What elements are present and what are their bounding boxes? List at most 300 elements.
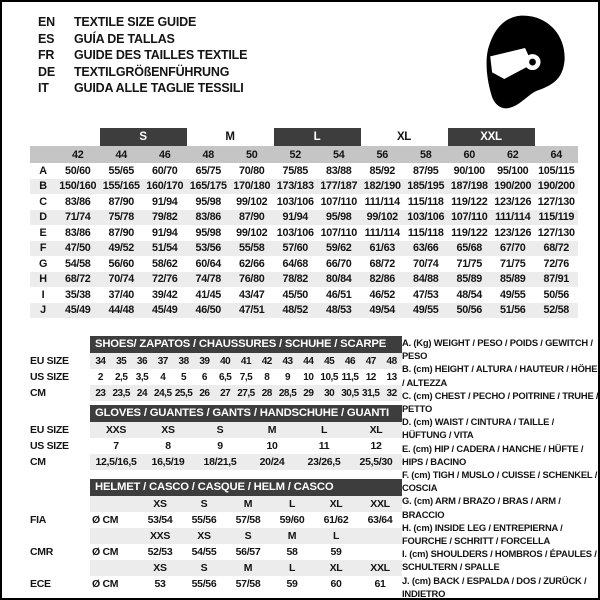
shoes-cell: 4 [160,371,166,383]
measurement-cell: 43/47 [238,288,265,301]
size-group-label [535,128,579,146]
shoes-cell: 48 [381,353,402,369]
helmet-values-row [30,512,402,528]
racing-helmet-icon [478,12,572,114]
shoes-cell: 6,5 [218,371,232,383]
gloves-cell: 11 [318,440,330,452]
measurement-cell: 50/60 [64,164,91,177]
gloves-table [30,422,402,470]
measurement-cell: 119/122 [451,195,488,208]
helmet-value-cell: 53 [154,578,166,590]
shoes-cell: 24,5 [152,385,173,401]
measurement-cell: 54/58 [64,257,91,270]
gloves-cell: L [298,422,350,438]
helmet-sizes-row [30,560,402,576]
shoes-cell: 2 [97,371,103,383]
measurement-cell: 115/118 [407,226,444,239]
helmet-value-cell: 59/60 [279,514,305,526]
shoes-cell: 30 [319,385,340,401]
shoes-section [30,336,402,401]
helmet-size-label: M [226,496,270,512]
gloves-cell: S [194,422,246,438]
measurement-cell: 70/80 [238,164,265,177]
measurement-cell: 91/94 [151,226,178,239]
shoes-cell: 8 [264,371,270,383]
standard-label: CMR [30,546,54,558]
helmet-size-label: XL [314,496,358,512]
shoes-cell: 28 [256,385,277,401]
shoes-cell: 23,5 [111,385,132,401]
row-label: CM [30,387,46,399]
gloves-cell: 25,5/30 [350,454,402,470]
measurement-cell: 70/74 [412,257,439,270]
unit-label: Ø CM [92,546,119,558]
size-group-label: M [187,128,274,146]
measurement-cell: 170/180 [233,180,271,193]
measurement-cell: 95/100 [497,164,529,177]
measurement-cell: 55/58 [238,242,265,255]
row-letter: F [39,242,47,255]
shoes-cell: 39 [194,353,215,369]
helmet-value-cell: 63/64 [367,514,393,526]
shoes-cell: 40 [215,353,236,369]
row-letter: A [39,164,47,177]
row-label: EU SIZE [30,355,69,367]
shoes-cell: 46 [340,353,361,369]
helmet-value-cell: 55/56 [191,514,217,526]
helmet-values-row [30,544,402,560]
helmet-value-cell: 54/55 [191,546,217,558]
measurement-cell: 190/200 [537,180,575,193]
shoes-cell: 10,5 [320,371,338,383]
shoes-row [30,369,402,385]
measurement-cell: 119/122 [451,226,488,239]
row-letter: H [39,273,47,286]
legend-item: A. (Kg) WEIGHT / PESO / POIDS / GEWITCH / PESO [402,337,593,362]
size-group-row [30,128,578,146]
gloves-row [30,454,402,470]
measurement-cell: 99/102 [236,226,268,239]
measurement-cell: 80/84 [325,273,352,286]
helmet-sizes-row [30,528,402,544]
measurement-cell: 76/80 [238,273,265,286]
gloves-cell: 18/21,5 [194,454,246,470]
measurement-cell: 60/64 [195,257,222,270]
size-group-label [30,128,100,146]
measurement-cell: 160/170 [146,180,184,193]
gloves-cell: 8 [165,440,171,452]
measurement-row [30,287,578,303]
language-code: DE [38,64,55,79]
helmet-size-label: L [270,496,314,512]
size-number: 42 [56,146,100,163]
helmet-size-label: S [182,496,226,512]
language-code: ES [38,31,55,46]
shoes-cell: 12 [365,371,376,383]
measurement-cell: 87/95 [412,164,439,177]
shoes-cell: 43 [277,353,298,369]
language-row [38,64,247,81]
main-size-table [30,128,578,318]
measurement-cell: 79/82 [151,211,178,224]
language-title: GUIDE DES TAILLES TEXTILE [74,48,248,62]
helmet-size-label: XXS [138,528,182,544]
measurement-cell: 51/54 [151,242,178,255]
shoes-cell: 45 [319,353,340,369]
measurement-cell: 105/115 [538,164,575,177]
legend-item: B. (cm) HEIGHT / ALTURA / HAUTEUR / HÖHE / ALTEZZA [402,363,598,388]
measurement-cell: 173/183 [276,180,314,193]
row-label: EU SIZE [30,424,69,436]
language-title: TEXTILE SIZE GUIDE [74,15,197,29]
helmet-size-label: XXL [358,560,402,576]
measurement-cell: 68/72 [369,257,396,270]
helmet-sizes-row [30,496,402,512]
measurement-cell: 49/52 [108,242,135,255]
measurement-cell: 85/89 [456,273,483,286]
row-label: US SIZE [30,371,69,383]
measurement-cell: 95/98 [195,195,222,208]
gloves-section [30,405,402,470]
shoes-cell: 11,5 [341,371,359,383]
measurement-cell: 185/195 [407,180,445,193]
shoes-cell: 36 [132,353,153,369]
measurement-cell: 64/68 [282,257,309,270]
helmet-value-cell: 52/53 [147,546,173,558]
row-letter: J [40,304,46,317]
legend-item: D. (cm) WAIST / CINTURA / TAILLE / HÜFTUNG / VITA [402,416,555,441]
language-title: GUÍA DE TALLAS [74,31,175,46]
measurement-cell: 68/72 [64,273,91,286]
helmet-section [30,479,402,592]
helmet-table [30,496,402,592]
measurement-cell: 123/126 [494,195,532,208]
helmet-value-cell: 56/57 [235,546,261,558]
measurement-row [30,163,578,179]
measurement-cell: 41/45 [195,288,222,301]
measurement-row [30,272,578,288]
measurement-cell: 165/175 [189,180,227,193]
measurement-cell: 107/110 [320,226,357,239]
gloves-cell: 23/26,5 [298,454,350,470]
unit-cell [90,560,138,576]
helmet-size-label: M [270,528,314,544]
size-number: 46 [143,146,187,163]
shoes-cell: 23 [90,385,111,401]
shoes-cell: 42 [256,353,277,369]
measurement-row [30,256,578,272]
measurement-cell: 47/53 [412,288,439,301]
helmet-value-cell: 53/54 [147,514,173,526]
language-title: GUIDA ALLE TAGLIE TESSILI [74,81,244,95]
shoes-cell: 24 [132,385,153,401]
measurement-cell: 115/118 [407,195,444,208]
measurement-cell: 83/86 [64,195,91,208]
measurement-cell: 111/114 [495,211,531,224]
size-number: 44 [100,146,144,163]
measurement-cell: 65/68 [456,242,483,255]
shoes-cell: 30,5 [340,385,361,401]
measurement-row [30,303,578,319]
measurement-cell: 46/50 [195,304,222,317]
measurement-cell: 87/91 [543,273,570,286]
gloves-cell: 10 [266,440,278,452]
measurement-cell: 83/86 [195,211,222,224]
row-label [30,528,90,544]
shoes-section-header: SHOES/ ZAPATOS / CHAUSSURES / SCHUHE / SCARPE [90,336,402,353]
helmet-section-header: HELMET / CASCO / CASQUE / HELM / CASCO [90,479,402,496]
shoes-cell: 37 [152,353,173,369]
measurement-cell: 68/72 [543,242,570,255]
measurement-cell: 74/78 [195,273,222,286]
size-number-row [30,146,578,163]
shoes-cell: 31,5 [360,385,381,401]
helmet-size-label: S [226,528,270,544]
measurement-cell: 51/56 [499,304,526,317]
shoes-cell: 34 [90,353,111,369]
gloves-section-header: GLOVES / GUANTES / GANTS / HANDSCHUHE / GUANTI [90,405,402,422]
measurement-cell: 123/126 [494,226,532,239]
shoes-cell: 6 [201,371,207,383]
measurement-cell: 72/76 [543,257,570,270]
size-number: 50 [230,146,274,163]
shoes-cell: 25,5 [173,385,194,401]
measurement-cell: 177/187 [320,180,358,193]
legend-item: F. (cm) TIGH / MUSLO / CUISSE / SCHENKEL / COSCIA [402,469,598,494]
measurement-cell: 66/70 [325,257,352,270]
measurement-cell: 84/88 [412,273,439,286]
measurement-cell: 48/52 [282,304,309,317]
shoes-cell: 13 [386,371,397,383]
helmet-size-label: XL [314,560,358,576]
measurement-cell: 103/106 [276,226,314,239]
language-code: IT [38,81,49,95]
size-group-label: XL [361,128,448,146]
helmet-size-label: XS [138,496,182,512]
shoes-cell: 27 [215,385,236,401]
language-row [38,47,247,64]
gloves-cell: 20/24 [246,454,298,470]
row-letter: E [39,226,47,239]
shoes-row [30,353,402,369]
helmet-value-cell: 57/58 [235,514,261,526]
helmet-size-label: M [226,560,270,576]
shoes-cell: 2,5 [114,371,128,383]
shoes-cell: 27,5 [236,385,257,401]
shoes-cell: 28,5 [277,385,298,401]
measurement-cell: 46/52 [369,288,396,301]
size-number: 52 [274,146,318,163]
gloves-cell: 7 [113,440,119,452]
measurement-cell: 107/110 [451,211,488,224]
language-code: EN [38,15,55,29]
measurement-cell: 83/88 [325,164,352,177]
measurement-cell: 49/55 [412,304,439,317]
measurement-cell: 99/102 [366,211,398,224]
shoes-cell: 9 [285,371,291,383]
measurement-cell: 91/94 [282,211,309,224]
shoes-cell: 26 [194,385,215,401]
row-letter: C [39,195,47,208]
unit-cell [90,496,138,512]
shoes-cell: 32 [381,385,402,401]
measurement-cell: 45/49 [151,304,178,317]
size-number: 56 [361,146,405,163]
gloves-cell: XS [142,422,194,438]
measurement-cell: 75/85 [282,164,309,177]
measurement-cell: 52/58 [543,304,570,317]
gloves-row [30,422,402,438]
bottom-sections [30,336,402,592]
measurement-cell: 103/106 [407,211,445,224]
measurement-cell: 127/130 [537,226,575,239]
measurement-cell: 44/48 [108,304,135,317]
language-row [38,14,247,31]
measurement-cell: 85/89 [499,273,526,286]
measurement-cell: 99/102 [236,195,268,208]
measurement-cell: 46/51 [325,288,352,301]
measurement-cell: 150/160 [59,180,97,193]
measurement-legend [402,336,600,600]
helmet-size-label: L [314,528,358,544]
measurement-cell: 49/55 [499,288,526,301]
measurement-cell: 71/75 [456,257,483,270]
measurement-cell: 56/60 [108,257,135,270]
measurement-cell: 45/50 [282,288,309,301]
measurement-cell: 61/63 [369,242,396,255]
size-number: 62 [491,146,535,163]
row-letter: D [39,211,47,224]
unit-cell [90,528,138,544]
measurement-cell: 155/165 [102,180,140,193]
shoes-cell: 41 [236,353,257,369]
measurement-cell: 37/40 [108,288,135,301]
helmet-size-label: S [182,560,226,576]
language-code: FR [38,48,55,62]
language-list [38,14,247,97]
gloves-cell: 12,5/16,5 [90,454,142,470]
measurement-cell: 95/98 [195,226,222,239]
helmet-value-cell [358,544,402,560]
measurement-cell: 47/51 [238,304,265,317]
measurement-cell: 111/114 [364,226,400,239]
size-number: 54 [317,146,361,163]
measurement-cell: 59/62 [325,242,352,255]
measurement-cell: 57/60 [282,242,309,255]
gloves-cell: M [246,422,298,438]
helmet-size-label: XS [182,528,226,544]
size-number: 60 [448,146,492,163]
measurement-cell: 91/94 [151,195,178,208]
row-label: US SIZE [30,440,69,452]
shoes-row [30,385,402,401]
shoes-cell: 38 [173,353,194,369]
gloves-row [30,438,402,454]
shoes-cell: 47 [360,353,381,369]
gloves-cell: 9 [217,440,223,452]
gloves-cell: 16,5/19 [142,454,194,470]
measurement-row [30,194,578,210]
language-title: TEXTILGRÖßENFÜHRUNG [74,64,230,79]
measurement-cell: 103/106 [276,195,314,208]
measurement-cell: 67/70 [499,242,526,255]
shoes-cell: 29 [298,385,319,401]
helmet-size-label: XXL [358,496,402,512]
measurement-cell: 115/119 [538,211,575,224]
measurement-cell: 75/78 [108,211,135,224]
measurement-cell: 87/90 [238,211,265,224]
size-group-label: XXL [448,128,535,146]
shoes-cell: 10 [303,371,314,383]
language-row [38,80,247,97]
measurement-cell: 190/200 [494,180,532,193]
row-letter: B [39,180,47,193]
shoes-cell: 44 [298,353,319,369]
measurement-cell: 72/76 [151,273,178,286]
measurement-cell: 78/82 [282,273,309,286]
shoes-cell: 5 [181,371,187,383]
helmet-value-cell: 55/56 [191,578,217,590]
measurement-cell: 87/90 [108,195,135,208]
measurement-cell: 83/86 [64,226,91,239]
measurement-cell: 82/86 [369,273,396,286]
legend-item: G. (cm) ARM / BRAZO / BRAS / ARM / BRACCIO [402,495,561,520]
measurement-cell: 50/56 [543,288,570,301]
row-label: CM [30,456,46,468]
helmet-value-cell: 61/62 [323,514,349,526]
unit-label: Ø CM [92,578,119,590]
measurement-cell: 50/56 [456,304,483,317]
language-row [38,31,247,48]
row-label [30,560,90,576]
legend-item: I. (cm) SHOULDERS / HOMBROS / ÉPAULES / SCHULTERN / SPALLE [402,548,597,573]
measurement-cell: 55/65 [108,164,135,177]
helmet-value-cell: 59 [286,578,298,590]
measurement-row [30,241,578,257]
size-group-label: L [274,128,361,146]
row-label [30,496,90,512]
measurement-cell: 85/92 [369,164,396,177]
measurement-cell: 111/114 [364,195,400,208]
gloves-cell: XL [350,422,402,438]
measurement-row [30,210,578,226]
helmet-value-cell: 57/58 [235,578,261,590]
measurement-cell: 53/56 [195,242,222,255]
measurement-cell: 187/198 [450,180,488,193]
measurement-cell: 47/50 [64,242,91,255]
measurement-cell: 182/190 [363,180,401,193]
shoes-cell: 3,5 [135,371,149,383]
gloves-cell: XXS [90,422,142,438]
measurement-cell: 63/66 [412,242,439,255]
legend-item: C. (cm) CHEST / PECHO / POITRINE / TRUHE / PETTO [402,389,599,415]
size-number: 64 [535,146,579,163]
row-letter: G [38,257,48,270]
helmet-values-row [30,576,402,592]
corner-cell [30,146,56,163]
measurement-cell: 45/49 [64,304,91,317]
measurement-cell: 48/53 [325,304,352,317]
row-letter: I [41,288,45,301]
measurement-cell: 71/74 [64,211,91,224]
measurement-cell: 90/100 [453,164,485,177]
standard-label: FIA [30,514,47,526]
size-group-label: S [100,128,187,146]
measurement-cell: 70/74 [108,273,135,286]
helmet-size-label: XS [138,560,182,576]
unit-label: Ø CM [92,514,119,526]
measurement-cell: 87/90 [108,226,135,239]
